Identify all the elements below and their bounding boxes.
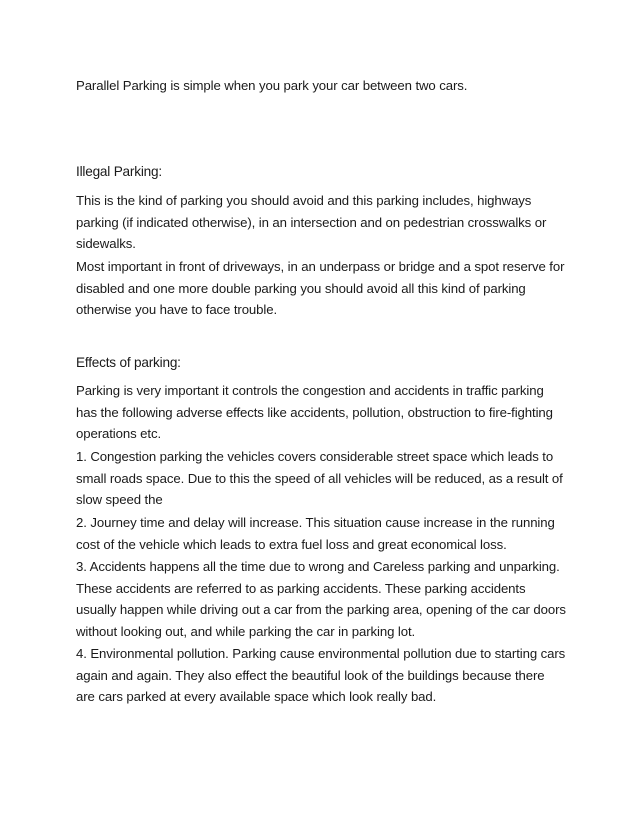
illegal-parking-paragraph-2: Most important in front of driveways, in an underpass or bridge and a spot reserve for disabled and one more double parking you should avoid all this kind of parking otherwise you have to face trouble. (76, 259, 565, 317)
effect-1-paragraph: 1. Congestion parking the vehicles covers considerable street space which leads to small roads space. Due to this the speed of all vehicles will be reduced, as a result of slow speed the (76, 449, 563, 507)
illegal-parking-paragraph-1: This is the kind of parking you should avoid and this parking includes, highways parking (if indicated otherwise), in an intersection and on pedestrian crosswalks or sidewalks. (76, 193, 547, 251)
effects-of-parking-heading: Effects of parking: (76, 355, 181, 370)
illegal-parking-heading: Illegal Parking: (76, 164, 162, 179)
effects-intro-paragraph: Parking is very important it controls the congestion and accidents in traffic parking has the following adverse effects like accidents, pollution, obstruction to fire-fighting operations etc. (76, 383, 553, 441)
effect-4-paragraph: 4. Environmental pollution. Parking cause environmental pollution due to starting cars again and again. They also effect the beautiful look of the buildings because there are cars parked at every available space which look really bad. (76, 646, 566, 704)
intro-paragraph: Parallel Parking is simple when you park your car between two cars. (76, 78, 468, 93)
effect-2-paragraph: 2. Journey time and delay will increase. This situation cause increase in the running cost of the vehicle which leads to extra fuel loss and great economical loss. (76, 515, 555, 552)
effect-3-paragraph: 3. Accidents happens all the time due to wrong and Careless parking and unparking. These accidents are referred to as parking accidents. These parking accidents usually happen while driving out a car from the parking area, opening of the car doors without looking out, and while parking the car in parking lot. (76, 559, 566, 639)
